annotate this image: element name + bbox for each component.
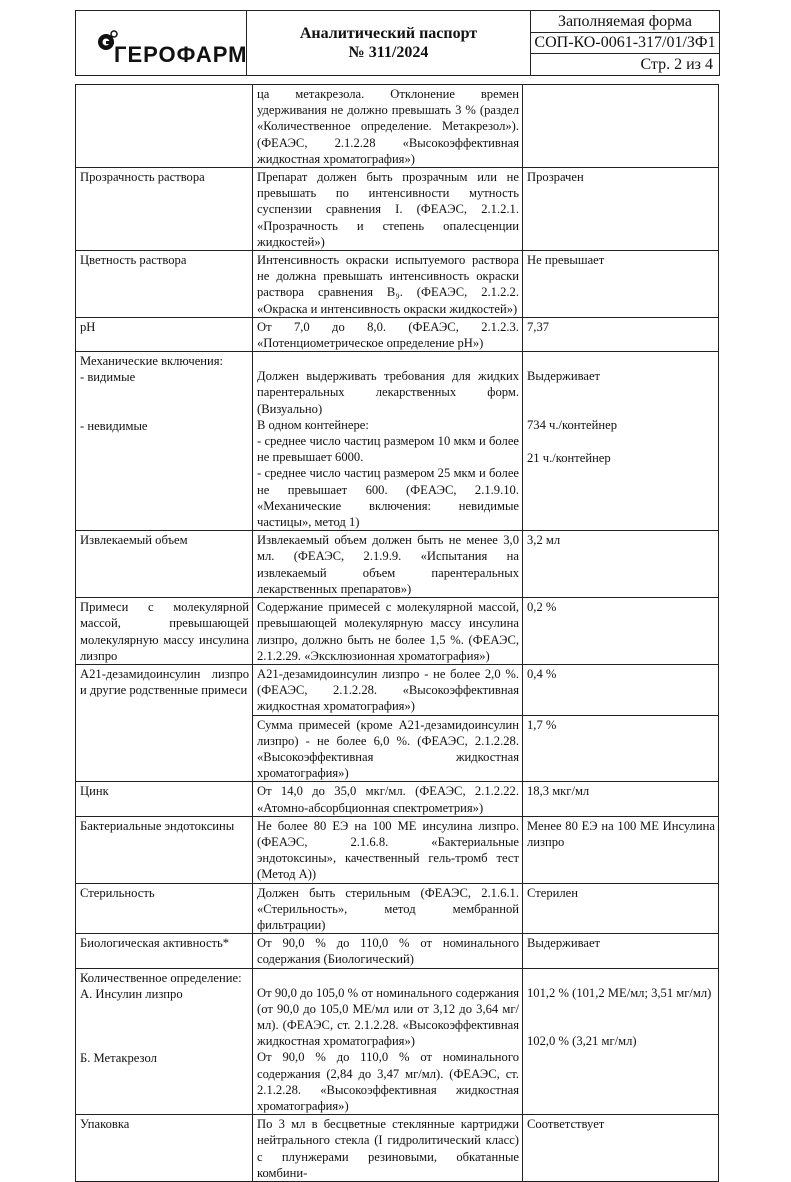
test-spec: От 90,0 % до 110,0 % от номинального содержания (Биологический) [253, 934, 523, 968]
test-result: Соответствует [523, 1115, 719, 1182]
table-row [76, 85, 719, 168]
company-name: ГЕРОФАРМ [114, 42, 248, 67]
mech-spec-25: - среднее число частиц размером 25 мкм и более не превышает 600. (ФЕАЭС, 2.1.9.10. «Механические включения: невидимые частицы», метод 1) [257, 466, 519, 530]
mech-result-10: 734 ч./контейнер [527, 418, 617, 433]
test-name: Цинк [76, 782, 253, 816]
mech-visible-result: Выдерживает [527, 369, 601, 384]
mech-title: Механические включения: [80, 354, 224, 369]
spacer [527, 353, 715, 368]
form-info-cell [531, 11, 719, 75]
table-row [76, 883, 719, 934]
test-name: Стерильность [76, 883, 253, 934]
test-name [76, 85, 253, 168]
test-name: А21-дезамидоинсулин лизпро и другие родственные примеси [76, 664, 253, 781]
test-spec: А21-дезамидоинсулин лизпро - не более 2,0 %. (ФЕАЭС, 2.1.2.28. «Высокоэффективная жидкостная хроматография») [253, 664, 523, 715]
mech-spec-10: - среднее число частиц размером 10 мкм и более не превышает 6000. [257, 434, 519, 465]
page-number: Стр. 2 из 4 [640, 56, 713, 73]
title-cell [247, 11, 531, 75]
assay-a-result: 101,2 % (101,2 МЕ/мл; 3,51 мг/мл) [527, 985, 712, 1000]
spacer [527, 1001, 715, 1033]
test-result: Не превышает [523, 251, 719, 318]
test-result: Менее 80 ЕЭ на 100 МЕ Инсулина лизпро [523, 816, 719, 883]
test-result [523, 85, 719, 168]
test-spec: Интенсивность окраски испытуемого раствора не должна превышать интенсивность окраски раствора сравнения В₉. (ФЕАЭС, 2.1.2.2. «Окраска и интенсивность окраски жидкостей») [253, 251, 523, 318]
mech-visible-spec: Должен выдерживать требования для жидких парентеральных лекарственных форм. (Визуально) [257, 369, 519, 416]
test-name: Упаковка [76, 1115, 253, 1182]
test-spec: Препарат должен быть прозрачным или не превышать по интенсивности мутность суспензии сравнения I. (ФЕАЭС, 2.1.2.1. «Прозрачность и степень опалесценции жидкостей») [253, 168, 523, 251]
test-result: 0,4 % [523, 664, 719, 715]
test-spec: Содержание примесей с молекулярной массой, превышающей молекулярную массу инсулина лизпро, должно быть не более 1,5 %. (ФЕАЭС, 2.1.2.29. «Эксклюзионная хроматография») [253, 598, 523, 665]
test-spec: Должен быть стерильным (ФЕАЭС, 2.1.6.1. «Стерильность», метод мембранной фильтрации) [253, 883, 523, 934]
document-header [75, 10, 720, 76]
table-row [76, 1115, 719, 1182]
table-row [76, 664, 719, 715]
test-result: Выдерживает [523, 934, 719, 968]
test-spec: Извлекаемый объем должен быть не менее 3,0 мл. (ФЕАЭС, 2.1.9.9. «Испытания на извлекаемый объем парентеральных лекарственных препаратов») [253, 531, 523, 598]
test-result: 0,2 % [523, 598, 719, 665]
table-row [76, 598, 719, 665]
table-row [76, 352, 719, 531]
test-name: Примеси с молекулярной массой, превышающей молекулярную массу инсулина лизпро [76, 598, 253, 665]
test-name: Биологическая активность* [76, 934, 253, 968]
spacer [527, 384, 715, 417]
assay-title: Количественное определение: [80, 970, 242, 985]
test-result: 18,3 мкг/мл [523, 782, 719, 816]
mech-invisible-label: - невидимые [80, 418, 148, 433]
spacer [80, 386, 249, 418]
test-name-cell [76, 968, 253, 1115]
logo-cell [76, 11, 247, 75]
table-row [76, 168, 719, 251]
test-name: Извлекаемый объем [76, 531, 253, 598]
test-spec: От 7,0 до 8,0. (ФЕАЭС, 2.1.2.3. «Потенциометрическое определение pH») [253, 317, 523, 351]
test-result: Стерилен [523, 883, 719, 934]
test-name: Бактериальные эндотоксины [76, 816, 253, 883]
table-row [76, 531, 719, 598]
test-result: 7,37 [523, 317, 719, 351]
table-row [76, 317, 719, 351]
assay-b-label: Б. Метакрезол [80, 1050, 157, 1065]
document-number: № 311/2024 [348, 44, 429, 61]
spacer [527, 434, 715, 450]
test-spec: Не более 80 ЕЭ на 100 МЕ инсулина лизпро. (ФЕАЭС, 2.1.6.8. «Бактериальные эндотоксины», качественный гель-тромб тест (Метод А)) [253, 816, 523, 883]
test-spec: Сумма примесей (кроме А21-дезамидоинсулин лизпро) - не более 6,0 %. (ФЕАЭС, 2.1.2.28. «Высокоэффективная жидкостная хроматография») [253, 715, 523, 782]
test-name-cell [76, 352, 253, 531]
table-row [76, 251, 719, 318]
test-result-cell [523, 352, 719, 531]
test-result-cell [523, 968, 719, 1115]
test-name: Цветность раствора [76, 251, 253, 318]
table-row [76, 782, 719, 816]
mech-visible-label: - видимые [80, 370, 136, 385]
test-spec: От 14,0 до 35,0 мкг/мл. (ФЕАЭС, 2.1.2.22. «Атомно-абсорбционная спектрометрия») [253, 782, 523, 816]
test-spec: ца метакрезола. Отклонение времен удерживания не должно превышать 3 % (раздел «Количественное определение. Метакрезол»). (ФЕАЭС, 2.1.2.28 «Высокоэффективная жидкостная хроматография») [253, 85, 523, 168]
form-label: Заполняемая форма [531, 11, 719, 33]
spacer [257, 353, 519, 368]
assay-a-label: А. Инсулин лизпро [80, 986, 183, 1001]
spacer [257, 970, 519, 985]
assay-b-result: 102,0 % (3,21 мг/мл) [527, 1033, 637, 1048]
mech-result-25: 21 ч./контейнер [527, 450, 611, 465]
document-title: Аналитический паспорт [299, 25, 478, 42]
test-result: 3,2 мл [523, 531, 719, 598]
table-row [76, 934, 719, 968]
table-row [76, 816, 719, 883]
form-code: СОП-КО-0061-317/01/ЗФ1 [531, 33, 719, 54]
test-spec-cell [253, 352, 523, 531]
spacer [80, 1002, 249, 1050]
assay-b-spec: От 90,0 % до 110,0 % от номинального содержания (2,84 до 3,47 мг/мл). (ФЕАЭС, ст. 2.1.2.28. «Высокоэффективная жидкостная хроматография») [257, 1050, 519, 1113]
assay-a-spec: От 90,0 до 105,0 % от номинального содержания (от 90,0 до 105,0 МЕ/мл или от 3,12 до 3,64 мг/мл). (ФЕАЭС, ст. 2.1.2.28. «Высокоэффективная жидкостная хроматография») [257, 985, 519, 1049]
mech-container: В одном контейнере: [257, 417, 369, 432]
test-spec: По 3 мл в бесцветные стеклянные картриджи нейтрального стекла (I гидролитический класс) с плунжерами резиновыми, обкатанные комбини- [253, 1115, 523, 1182]
spacer [527, 970, 715, 985]
results-table [75, 84, 719, 1182]
table-row [76, 968, 719, 1115]
test-name: Прозрачность раствора [76, 168, 253, 251]
test-result: Прозрачен [523, 168, 719, 251]
test-result: 1,7 % [523, 715, 719, 782]
test-name: pH [76, 317, 253, 351]
test-spec-cell [253, 968, 523, 1115]
